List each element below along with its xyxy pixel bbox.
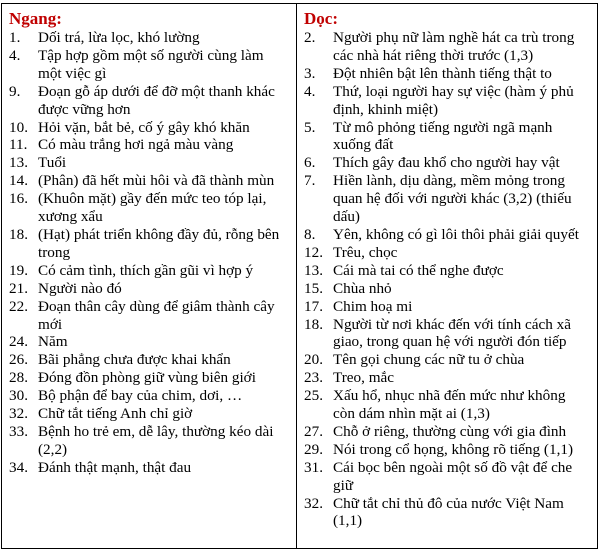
across-clue xyxy=(9,119,290,137)
clue-number: 27. xyxy=(304,422,323,440)
down-clue xyxy=(304,83,591,119)
down-clue xyxy=(304,262,591,280)
down-clue xyxy=(304,459,591,495)
clue-number: 30. xyxy=(9,387,28,405)
down-clue xyxy=(304,154,591,172)
across-clue xyxy=(9,262,290,280)
clue-text: Tập hợp gồm một số người cùng làm một việc gì xyxy=(38,46,264,82)
down-column xyxy=(297,4,597,548)
clue-text: Chùa nhỏ xyxy=(333,279,392,297)
clue-text: Bãi phẳng chưa được khai khẩn xyxy=(38,351,231,369)
clue-text: Chữ tắt tiếng Anh chỉ giờ xyxy=(38,405,193,423)
clue-text: Bệnh ho trẻ em, dễ lây, thường kéo dài (2,2) xyxy=(38,422,274,458)
clue-number: 6. xyxy=(304,154,316,172)
clue-number: 24. xyxy=(9,333,28,351)
down-clue xyxy=(304,387,591,423)
clue-number: 15. xyxy=(304,279,323,297)
clue-text: Có màu trắng hơi ngả màu vàng xyxy=(38,136,234,154)
clue-number: 29. xyxy=(304,440,323,458)
clue-text: Dối trá, lừa lọc, khó lường xyxy=(38,29,200,46)
clue-number: 13. xyxy=(304,261,323,279)
clue-text: (Phân) đã hết mùi hôi và đã thành mùn xyxy=(38,172,275,190)
down-clue xyxy=(304,495,591,531)
clue-number: 9. xyxy=(9,82,21,100)
clue-text: Người từ nơi khác đến với tính cách xã giao, trong quan hệ với người đón tiếp xyxy=(333,315,571,351)
clue-text: Cái bọc bên ngoài một số đồ vật để che giữ xyxy=(333,458,573,494)
clue-number: 25. xyxy=(304,387,323,405)
clue-text: (Khuôn mặt) gầy đến mức teo tóp lại, xương xẩu xyxy=(38,190,267,226)
across-column xyxy=(2,4,297,548)
across-clue xyxy=(9,459,290,477)
down-heading: Dọc: xyxy=(304,9,338,28)
clue-text: Đoạn gỗ áp dưới để đỡ một thanh khác được vững hơn xyxy=(38,82,275,118)
down-clue xyxy=(304,423,591,441)
across-clue xyxy=(9,136,290,154)
clue-number: 4. xyxy=(9,46,21,64)
down-clue xyxy=(304,369,591,387)
clue-text: Treo, mắc xyxy=(333,369,395,387)
clue-number: 2. xyxy=(304,29,316,46)
across-clue xyxy=(9,83,290,119)
across-clue xyxy=(9,405,290,423)
clue-number: 8. xyxy=(304,225,316,243)
down-clue xyxy=(304,172,591,226)
clue-number: 34. xyxy=(9,458,28,476)
down-clue xyxy=(304,244,591,262)
clue-text: Đoạn thân cây dùng để giâm thành cây mới xyxy=(38,297,275,333)
clue-number: 3. xyxy=(304,64,316,82)
across-clue xyxy=(9,47,290,83)
clue-number: 13. xyxy=(9,154,28,172)
down-clue xyxy=(304,351,591,369)
across-clue xyxy=(9,172,290,190)
across-clue xyxy=(9,190,290,226)
across-clue xyxy=(9,280,290,298)
clue-number: 26. xyxy=(9,351,28,369)
down-clue xyxy=(304,298,591,316)
clue-number: 16. xyxy=(9,190,28,208)
clue-text: Thứ, loại người hay sự việc (hàm ý phủ định, khinh miệt) xyxy=(333,82,574,118)
down-clue-list xyxy=(304,29,591,530)
clue-text: Thích gây đau khổ cho người hay vật xyxy=(333,154,560,172)
clue-number: 5. xyxy=(304,118,316,136)
clue-text: Xấu hổ, nhục nhã đến mức như không còn dám nhìn mặt ai (1,3) xyxy=(333,387,566,423)
across-clue xyxy=(9,387,290,405)
clue-text: Đột nhiên bật lên thành tiếng thật to xyxy=(333,64,552,82)
clue-number: 1. xyxy=(9,29,21,46)
clue-number: 7. xyxy=(304,172,316,190)
clue-text: Hỏi vặn, bắt bẻ, cố ý gây khó khăn xyxy=(38,118,250,136)
down-clue xyxy=(304,65,591,83)
clue-number: 11. xyxy=(9,136,28,154)
clue-text: Người phụ nữ làm nghề hát ca trù trong các nhà hát riêng thời trước (1,3) xyxy=(333,29,575,64)
clue-number: 19. xyxy=(9,261,28,279)
clue-text: Năm xyxy=(38,333,68,351)
across-clue-list xyxy=(9,29,290,477)
clue-number: 14. xyxy=(9,172,28,190)
down-clue xyxy=(304,280,591,298)
down-clue xyxy=(304,316,591,352)
down-clue xyxy=(304,29,591,65)
across-clue xyxy=(9,154,290,172)
clue-number: 18. xyxy=(304,315,323,333)
across-clue xyxy=(9,333,290,351)
clue-text: Từ mô phỏng tiếng người ngã mạnh xuống đất xyxy=(333,118,553,154)
across-clue xyxy=(9,29,290,47)
clue-number: 4. xyxy=(304,82,316,100)
clue-text: Đóng đồn phòng giữ vùng biên giới xyxy=(38,369,256,387)
across-heading: Ngang: xyxy=(9,9,62,28)
clue-text: Chữ tắt chỉ thủ đô của nước Việt Nam (1,1) xyxy=(333,494,564,530)
clue-text: (Hạt) phát triển không đầy đủ, rỗng bên trong xyxy=(38,225,280,261)
down-clue xyxy=(304,226,591,244)
clue-number: 18. xyxy=(9,225,28,243)
clue-number: 21. xyxy=(9,279,28,297)
clue-text: Yên, không có gì lôi thôi phải giải quyết xyxy=(333,225,579,243)
clue-text: Tuổi xyxy=(38,154,67,172)
clue-text: Tên gọi chung các nữ tu ở chùa xyxy=(333,351,525,369)
clue-text: Cái mà tai có thể nghe được xyxy=(333,261,504,279)
clue-text: Chim hoạ mi xyxy=(333,297,413,315)
clue-number: 32. xyxy=(304,494,323,512)
down-clue xyxy=(304,119,591,155)
clue-text: Đánh thật mạnh, thật đau xyxy=(38,458,192,476)
clue-number: 31. xyxy=(304,458,323,476)
clue-number: 32. xyxy=(9,405,28,423)
clue-number: 17. xyxy=(304,297,323,315)
clue-text: Trêu, chọc xyxy=(333,243,398,261)
across-clue xyxy=(9,351,290,369)
clue-number: 20. xyxy=(304,351,323,369)
clue-number: 23. xyxy=(304,369,323,387)
clue-number: 33. xyxy=(9,422,28,440)
clue-text: Người nào đó xyxy=(38,279,122,297)
across-clue xyxy=(9,369,290,387)
clue-text: Có cảm tình, thích gần gũi vì hợp ý xyxy=(38,261,254,279)
crossword-clue-table xyxy=(1,3,598,549)
across-clue xyxy=(9,226,290,262)
across-clue xyxy=(9,298,290,334)
clue-text: Bộ phận để bay của chim, dơi, … xyxy=(38,387,243,405)
down-clue xyxy=(304,441,591,459)
clue-text: Nói trong cổ họng, không rõ tiếng (1,1) xyxy=(333,440,574,458)
across-clue xyxy=(9,423,290,459)
clue-text: Hiền lành, dịu dàng, mềm mỏng trong quan hệ đối với người khác (3,2) (thiếu dấu) xyxy=(333,172,572,226)
clue-text: Chỗ ở riêng, thường cùng với gia đình xyxy=(333,422,567,440)
clue-number: 12. xyxy=(304,243,323,261)
clue-number: 28. xyxy=(9,369,28,387)
clue-number: 10. xyxy=(9,118,28,136)
clue-number: 22. xyxy=(9,297,28,315)
